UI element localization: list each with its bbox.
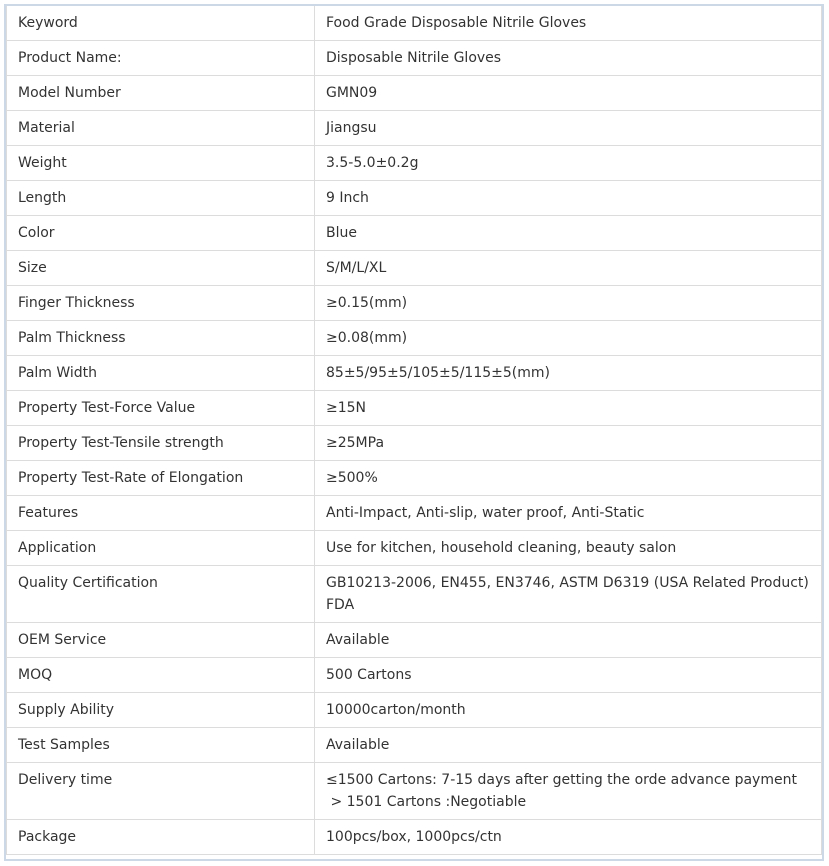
spec-value-line-2: FDA (326, 597, 355, 613)
spec-value-cell (315, 426, 822, 461)
table-row (7, 286, 822, 321)
spec-value: Disposable Nitrile Gloves (326, 50, 502, 66)
spec-key: Weight (7, 146, 315, 181)
spec-key: Palm Width (7, 356, 315, 391)
spec-value: Use for kitchen, household cleaning, beauty salon (326, 540, 677, 556)
table-row (7, 531, 822, 566)
table-row (7, 181, 822, 216)
spec-key: Package (7, 820, 315, 855)
spec-value: GMN09 (326, 85, 378, 101)
spec-key: Features (7, 496, 315, 531)
table-row (7, 216, 822, 251)
spec-key: MOQ (7, 658, 315, 693)
spec-key: Product Name: (7, 41, 315, 76)
spec-key: Size (7, 251, 315, 286)
spec-value-cell (315, 496, 822, 531)
spec-key: Length (7, 181, 315, 216)
spec-value-cell (315, 461, 822, 496)
spec-value-cell (315, 6, 822, 41)
spec-value-cell (315, 76, 822, 111)
spec-value-cell (315, 391, 822, 426)
spec-value: GB10213-2006, EN455, EN3746, ASTM D6319 (USA Related Product) (326, 575, 809, 591)
spec-key: Finger Thickness (7, 286, 315, 321)
spec-key: Model Number (7, 76, 315, 111)
spec-value-cell (315, 41, 822, 76)
spec-value: ≥0.08(mm) (326, 330, 408, 346)
spec-value: ≥0.15(mm) (326, 295, 408, 311)
spec-value-cell (315, 321, 822, 356)
spec-value: Available (326, 632, 390, 648)
spec-value: Jiangsu (326, 120, 377, 136)
spec-value: 3.5-5.0±0.2g (326, 155, 419, 171)
spec-table (6, 6, 822, 855)
spec-key: Palm Thickness (7, 321, 315, 356)
spec-value-cell (315, 216, 822, 251)
spec-value: 9 Inch (326, 190, 369, 206)
spec-key: Supply Ability (7, 693, 315, 728)
spec-key: Keyword (7, 6, 315, 41)
spec-value: S/M/L/XL (326, 260, 387, 276)
table-row (7, 41, 822, 76)
table-row (7, 658, 822, 693)
spec-key: Application (7, 531, 315, 566)
spec-value-cell (315, 356, 822, 391)
table-row (7, 6, 822, 41)
spec-table-frame (4, 4, 824, 861)
spec-value: ≤1500 Cartons: 7-15 days after getting the orde advance payment (326, 772, 797, 788)
spec-value-cell (315, 286, 822, 321)
spec-value: 100pcs/box, 1000pcs/ctn (326, 829, 502, 845)
spec-value: ≥25MPa (326, 435, 385, 451)
spec-value: Food Grade Disposable Nitrile Gloves (326, 15, 587, 31)
spec-key: Property Test-Force Value (7, 391, 315, 426)
table-row (7, 623, 822, 658)
spec-key: OEM Service (7, 623, 315, 658)
table-row (7, 496, 822, 531)
table-row (7, 356, 822, 391)
spec-value-cell (315, 566, 822, 623)
table-row (7, 146, 822, 181)
spec-value: Blue (326, 225, 357, 241)
spec-value-cell (315, 623, 822, 658)
spec-key: Color (7, 216, 315, 251)
spec-value: Anti-Impact, Anti-slip, water proof, Anti-Static (326, 505, 645, 521)
spec-value: 85±5/95±5/105±5/115±5(mm) (326, 365, 550, 381)
spec-key: Test Samples (7, 728, 315, 763)
spec-value: ≥15N (326, 400, 367, 416)
spec-value: Available (326, 737, 390, 753)
table-row (7, 111, 822, 146)
table-row (7, 321, 822, 356)
table-row (7, 391, 822, 426)
table-row (7, 728, 822, 763)
table-row (7, 251, 822, 286)
table-row (7, 461, 822, 496)
table-row (7, 763, 822, 820)
spec-value-cell (315, 658, 822, 693)
spec-value: 10000carton/month (326, 702, 466, 718)
spec-value-cell (315, 820, 822, 855)
table-row (7, 566, 822, 623)
spec-value-cell (315, 763, 822, 820)
table-row (7, 820, 822, 855)
spec-key: Property Test-Rate of Elongation (7, 461, 315, 496)
spec-value-cell (315, 728, 822, 763)
table-row (7, 693, 822, 728)
spec-key: Quality Certification (7, 566, 315, 623)
spec-key: Property Test-Tensile strength (7, 426, 315, 461)
spec-value: ≥500% (326, 470, 378, 486)
spec-value: 500 Cartons (326, 667, 412, 683)
table-row (7, 76, 822, 111)
spec-value-cell (315, 146, 822, 181)
spec-key: Material (7, 111, 315, 146)
table-row (7, 426, 822, 461)
spec-value-cell (315, 531, 822, 566)
spec-value-cell (315, 251, 822, 286)
spec-key: Delivery time (7, 763, 315, 820)
spec-value-cell (315, 111, 822, 146)
spec-value-line-2: > 1501 Cartons :Negotiable (326, 794, 527, 810)
spec-value-cell (315, 693, 822, 728)
spec-table-body (7, 6, 822, 855)
spec-value-cell (315, 181, 822, 216)
